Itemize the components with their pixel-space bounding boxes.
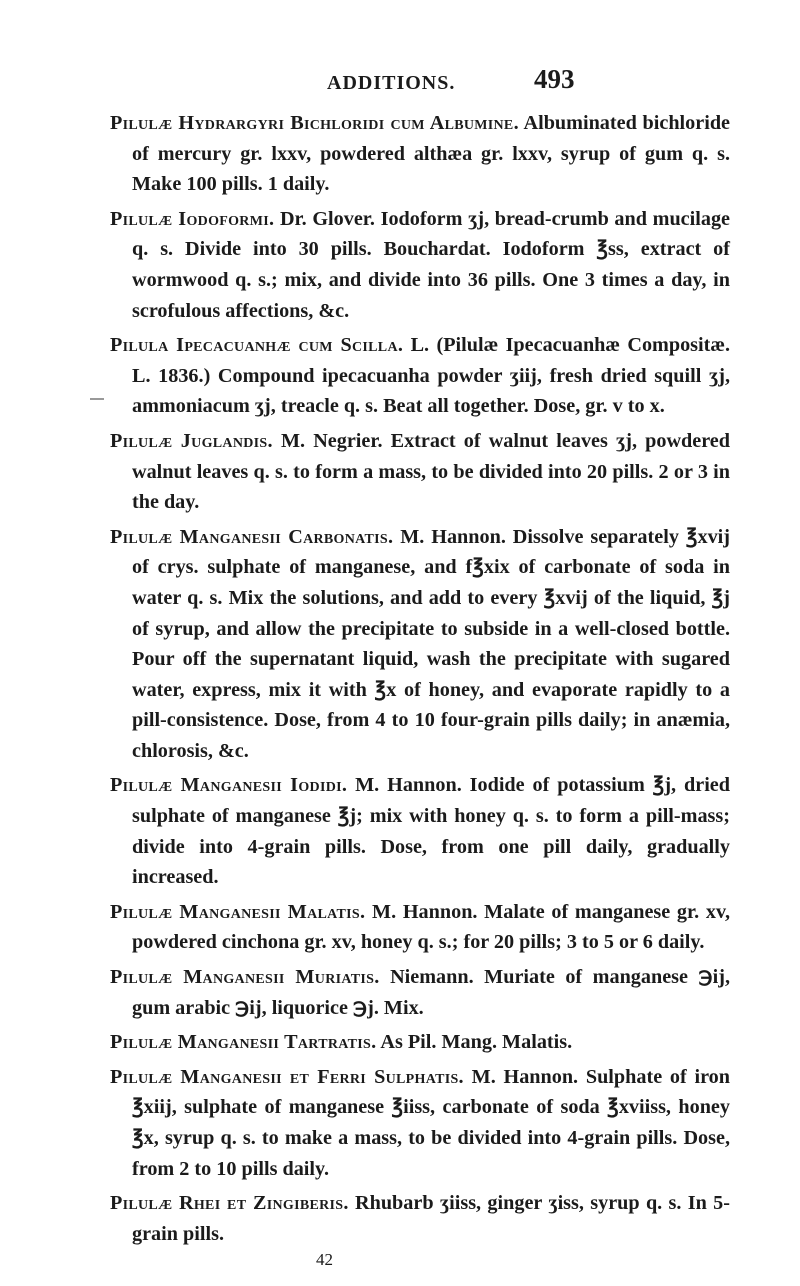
entry-heading: Pilulæ Manganesii Carbonatis. [110,525,394,548]
entry-text: L. (Pilulæ Ipecacuanhæ Compositæ. L. 1836.) Compound ipecacuanha powder ʒiij, fresh dried squill ʒj, ammoniacum ʒj, treacle q. s. Beat all together. Dose, gr. v to x. [132,334,730,418]
entry-pil-iodoformi [110,204,730,326]
entry-text: Albuminated bichloride of mercury gr. lxxv, powdered althæa gr. lxxv, syrup of gum q. s. Make 100 pills. 1 daily. [132,112,731,196]
entry-text: M. Hannon. Sulphate of iron ℥xiij, sulphate of manganese ℥iiss, carbonate of soda ℥xviiss, honey ℥x, syrup q. s. to make a mass, to be divided into 4-grain pills. Dose, from 2 to 10 pills daily. [132,1065,730,1180]
page-number: 493 [534,64,575,94]
entry-text: M. Hannon. Iodide of potassium ℥j, dried sulphate of manganese ℥j; mix with honey q. s. to form a pill-mass; divide into 4-grain pills. Dose, from one pill daily, gradually increased. [132,774,730,889]
running-head: ADDITIONS. [327,72,456,94]
entry-pil-manganesii-tartratis [110,1027,730,1058]
entry-heading: Pilula Ipecacuanhæ cum Scilla. [110,334,404,357]
entry-pil-manganesii-carbonatis [110,522,730,767]
entry-pil-hydrargyri-bichloridi [110,108,730,200]
entry-pil-ipecacuanhae-cum-scilla [110,330,730,422]
entry-text: As Pil. Mang. Malatis. [376,1031,573,1054]
entry-heading: Pilulæ Juglandis. [110,429,273,452]
entry-text: Dr. Glover. Iodoform ʒj, bread-crumb and mucilage q. s. Divide into 30 pills. Bouchardat. Iodoform ℥ss, extract of wormwood q. s.; mix, and divide into 36 pills. One 3 times a day, in scrofulous affections, &c. [132,207,730,322]
entry-text: Niemann. Muriate of manganese ℈ij, gum arabic ℈ij, liquorice ℈j. Mix. [132,966,730,1019]
entry-heading: Pilulæ Hydrargyri Bichloridi cum Albumine. [110,112,519,134]
entry-text: Rhubarb ʒiiss, ginger ʒiss, syrup q. s. In 5-grain pills. [132,1192,730,1245]
entry-pil-manganesii-muriatis [110,962,730,1023]
entry-text: M. Hannon. Dissolve separately ℥xvij of crys. sulphate of manganese, and f℥xix of carbonate of soda in water q. s. Mix the solutions, and add to every ℥xvij of the liquid, ℥j of syrup, and allow the precipitate to subside in a well-closed bottle. Pour off the supernatant liquid, wash the precipitate with sugared water, express, mix it with ℥x of honey, and evaporate rapidly to a pill-consistence. Dose, from 4 to 10 four-grain pills daily; in anæmia, chlorosis, &c. [132,525,731,762]
signature-mark: 42 [316,1250,333,1269]
entry-pil-rhei-et-zingiberis [110,1188,730,1249]
entry-heading: Pilulæ Manganesii Muriatis. [110,966,380,989]
entry-heading: Pilulæ Manganesii Tartratis. [110,1031,377,1054]
entry-heading: Pilulæ Iodoformi. [110,207,275,230]
entry-heading: Pilulæ Rhei et Zingiberis. [110,1192,349,1215]
entry-heading: Pilulæ Manganesii Iodidi. [110,774,348,797]
entry-pil-manganesii-iodidi [110,770,730,892]
margin-mark [90,398,104,400]
entry-pil-manganesii-malatis [110,897,730,958]
entry-text: M. Hannon. Malate of manganese gr. xv, powdered cinchona gr. xv, honey q. s.; for 20 pills; 3 to 5 or 6 daily. [132,900,730,954]
entry-text: M. Negrier. Extract of walnut leaves ʒj, powdered walnut leaves q. s. to form a mass, to be divided into 20 pills. 2 or 3 in the day. [132,429,730,514]
body-text [110,108,730,1253]
entry-heading: Pilulæ Manganesii Malatis. [110,900,366,923]
entry-pil-manganesii-et-ferri-sulphatis [110,1062,730,1184]
entry-pil-juglandis [110,426,730,518]
entry-heading: Pilulæ Manganesii et Ferri Sulphatis. [110,1065,464,1088]
